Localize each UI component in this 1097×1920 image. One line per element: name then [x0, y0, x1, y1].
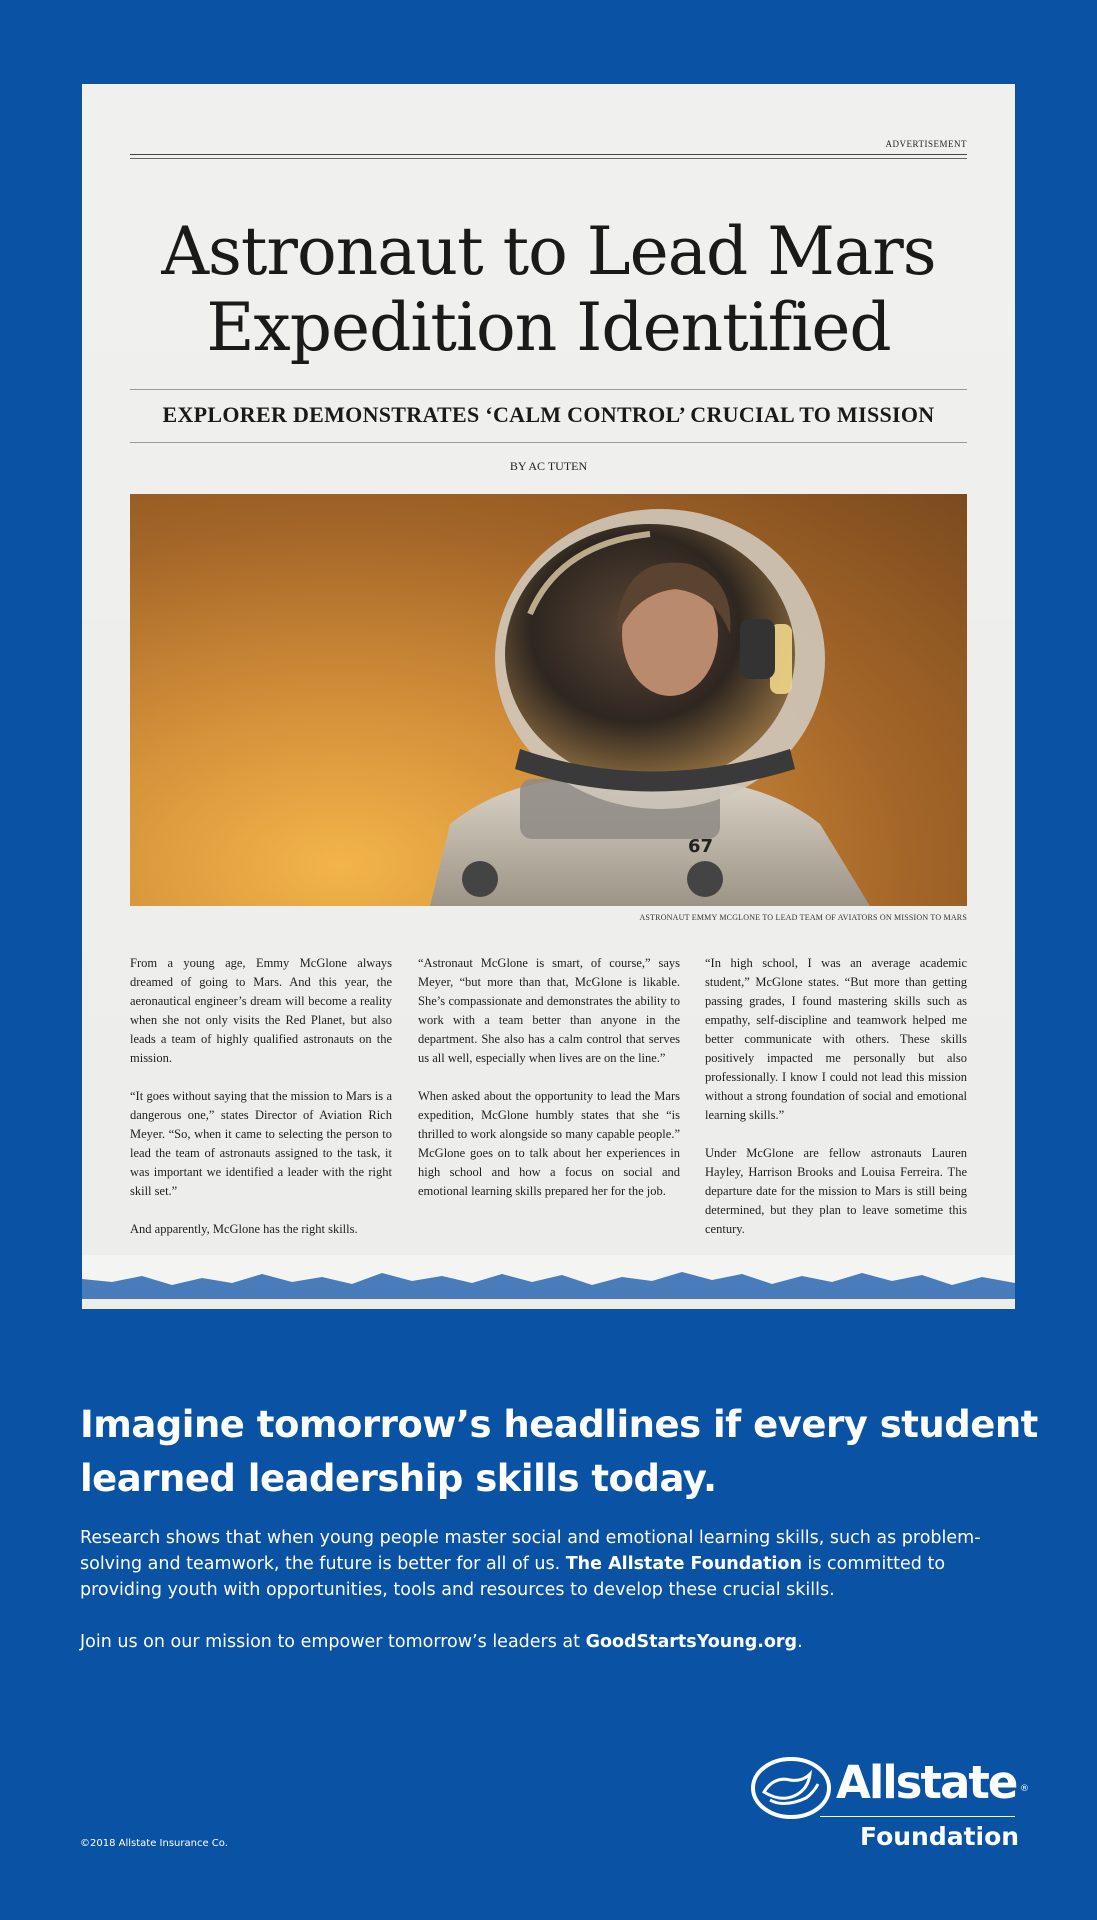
research-paragraph: [80, 1525, 1025, 1603]
article-column-3: [705, 954, 967, 1258]
join-paragraph: [80, 1629, 1025, 1655]
subhead-rule-bottom: [130, 442, 967, 443]
tagline-line-1: Imagine tomorrow’s headlines if every student: [80, 1403, 1038, 1446]
logo-wordmark: Allstate: [836, 1756, 1017, 1809]
join-period: .: [797, 1632, 803, 1652]
allstate-foundation-logo: [748, 1750, 1028, 1860]
research-text: Research shows that when young people master social and emotional learning skills, such as problem-solving and teamwork, the future is better for all of us.: [80, 1528, 981, 1574]
photo-caption: ASTRONAUT EMMY MCGLONE TO LEAD TEAM OF AVIATORS ON MISSION TO MARS: [639, 913, 967, 922]
logo-foundation: Foundation: [860, 1822, 1020, 1851]
astronaut-illustration: [130, 494, 967, 906]
subhead-rule-top: [130, 389, 967, 390]
good-hands-icon: [750, 1756, 832, 1820]
paragraph: From a young age, Emmy McGlone always dreamed of going to Mars. And this year, the aeronautical engineer’s dream will become a reality when she not only visits the Red Planet, but also leads a team of highly qualified astronauts on the mission.: [130, 956, 392, 1065]
subhead: EXPLORER DEMONSTRATES ‘CALM CONTROL’ CRUCIAL TO MISSION: [162, 402, 935, 427]
tagline: [80, 1398, 1040, 1506]
byline: BY AC TUTEN: [509, 459, 588, 473]
newspaper-page: [82, 84, 1015, 1309]
masthead-rule: [130, 154, 967, 159]
paragraph: And apparently, McGlone has the right skills.: [130, 1222, 358, 1236]
foundation-name: The Allstate Foundation: [565, 1554, 802, 1574]
paragraph: “Astronaut McGlone is smart, of course,” says Meyer, “but more than that, McGlone is likable. She’s compassionate and demonstrates the ability to work with a team better than anyone in the department. She also has a calm control that serves us all well, especially when lives are on the line.”: [418, 956, 680, 1065]
logo-rule: [820, 1816, 1015, 1817]
article-column-2: [418, 954, 680, 1220]
paragraph: When asked about the opportunity to lead the Mars expedition, McGlone humbly states that she “is thrilled to work alongside so many capable people.” McGlone goes on to talk about her experiences in high school and how a focus on social and emotional learning skills prepared her for the job.: [418, 1089, 680, 1198]
paragraph: Under McGlone are fellow astronauts Lauren Hayley, Harrison Brooks and Louisa Ferreira. The departure date for the mission to Mars is still being determined, but they plan to leave sometime this century.: [705, 1146, 967, 1236]
join-text: Join us on our mission to empower tomorrow’s leaders at: [80, 1632, 586, 1652]
paragraph: “It goes without saying that the mission to Mars is a dangerous one,” states Director of Aviation Rich Meyer. “So, when it came to selecting the person to lead the team of astronauts assigned to the task, it was important we identified a leader with the right skill set.”: [130, 1089, 392, 1198]
headline: [82, 214, 1015, 366]
research-text-end: is committed to providing youth with opportunities, tools and resources to develop these crucial skills.: [80, 1554, 946, 1600]
tagline-line-2: learned leadership skills today.: [80, 1457, 717, 1500]
helmet-number: 67: [688, 836, 714, 857]
torn-paper-edge: [82, 1255, 1015, 1315]
paragraph: “In high school, I was an average academic student,” McGlone states. “But more than getting passing grades, I found mastering skills such as empathy, self-discipline and teamwork helped me better communicate with others. These skills positively impacted me personally but also professionally. I know I could not lead this mission without a strong foundation of social and emotional learning skills.”: [705, 956, 967, 1122]
website-link[interactable]: GoodStartsYoung.org: [585, 1632, 798, 1652]
copyright: ©2018 Allstate Insurance Co.: [80, 1838, 228, 1849]
astronaut-photo: [130, 494, 967, 906]
headline-line-2: Expedition Identified: [206, 289, 891, 366]
article-column-1: [130, 954, 392, 1258]
headline-line-1: Astronaut to Lead Mars: [161, 213, 936, 290]
advertisement-label: ADVERTISEMENT: [885, 139, 967, 149]
registered-mark: ®: [1020, 1784, 1029, 1794]
